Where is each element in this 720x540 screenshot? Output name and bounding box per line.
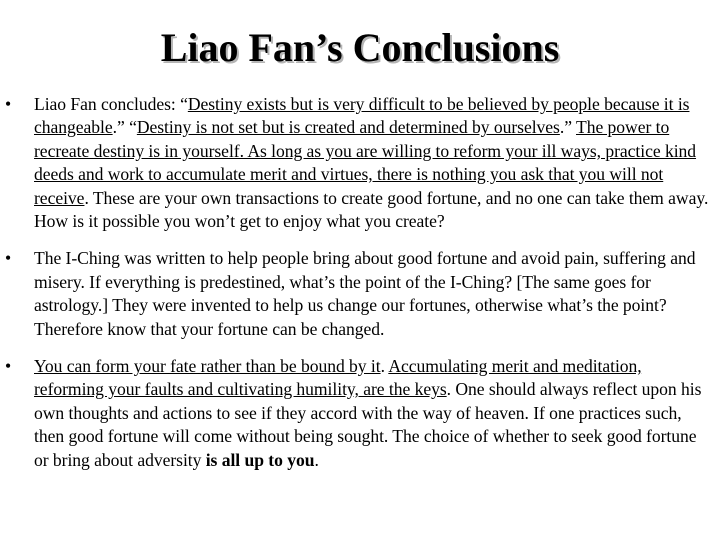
underlined-statement: The power to recreate destiny is in yourself. As long as you are willing to reform your ill ways, practice kind deeds and work to accumulate merit and virtues, there is nothing you ask that you will not receive (34, 117, 697, 208)
underlined-quote-1: Destiny exists but is very difficult to be believed by people because it is changeable (34, 94, 690, 138)
text-segment: Liao Fan concludes: “ (34, 94, 188, 114)
bullet-item-2 (0, 247, 720, 341)
underlined-quote-2: Destiny is not set but is created and determined by ourselves (136, 117, 560, 138)
bullet-marker: • (5, 248, 12, 269)
text-segment: . One should always reflect upon his own thoughts and actions to see if they accord with the way of heaven. If one practices such, then good fortune will come without being sought. The choice of whether to seek good fortune or bring about adversity (34, 379, 702, 470)
bullet-2-text (34, 248, 695, 338)
underlined-statement: You can form your fate rather than be bound by it (34, 356, 381, 377)
bullet-marker: • (5, 94, 12, 114)
bullet-item-1 (0, 93, 720, 233)
bullet-list (0, 93, 720, 486)
slide-title: Liao Fan’s Conclusions (160, 25, 560, 70)
underlined-statement: Accumulating merit and meditation, reforming your faults and cultivating humility, are the keys (34, 356, 642, 400)
text-segment: The I-Ching was written to help people bring about good fortune and avoid pain, suffering and misery. If everything is predestined, what’s the point of the I-Ching? [The same goes for astrology.] They were invented to help us change our fortunes, otherwise what’s the point? Therefore know that your fortune can be changed. (34, 248, 696, 339)
bullet-item-3 (0, 355, 720, 472)
text-segment: . (314, 449, 319, 470)
text-segment: .” (559, 117, 576, 138)
text-segment: .” “ (112, 117, 137, 138)
bold-emphasis: is all up to you (205, 449, 315, 470)
text-segment: . (380, 356, 389, 377)
bullet-1-text (34, 94, 708, 231)
text-segment: . These are your own transactions to create good fortune, and no one can take them away. How is it possible you won’t get to enjoy what you create? (34, 187, 709, 232)
bullet-3-text (34, 356, 701, 470)
bullet-marker: • (5, 356, 12, 377)
